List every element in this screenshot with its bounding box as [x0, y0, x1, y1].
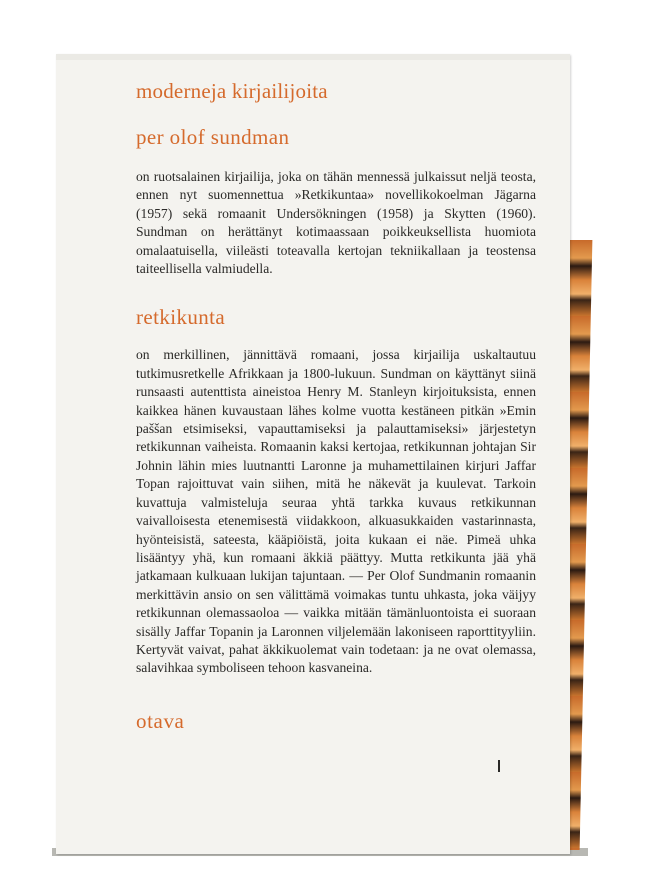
author-name: per olof sundman — [136, 125, 290, 149]
jacket-top-edge — [56, 54, 570, 60]
jacket-text — [136, 74, 536, 738]
book-description: on merkillinen, jännittävä romaani, jossa kirjailija uskaltautuu tutkimusretkelle Afrikkaan ja 1800-lukuun. Sundman on käyttänyt siinä runsaasti autenttista aineistoa Henry M. Stanleyn kirjoituksista, ennen kaikkea hänen kuvaustaan lähes kolme vuotta kestäneen pitkän »Emin paššan etsimiseksi, vapauttamiseksi ja palauttamiseksi» järjestetyn retkikunnan vaiheista. Romaanin kaksi kertojaa, retkikunnan johtajan Sir Johnin lähin mies luutnantti Laronne ja muhamettilainen kirjuri Jaffar Topan rajoittuvat vain siihen, mitä he näkevät ja kuulevat. Tarkoin kuvattuja valmisteluja seuraa yhtä tarkka kuvaus retkikunnan vaivalloisesta etenemisestä viidakkoon, alkuasukkaiden vastarinnasta, hyönteisistä, sateesta, kääpiöistä, joita kukaan ei näe. Pimeä uhka lisääntyy yhä, kun romaani äkkiä päättyy. Mutta retkikunta jää yhä jatkamaan kulkuaan lukijan tajuntaan. — Per Olof Sundmanin romaanin merkittävin ansio on sen välittämä voimakas tuntu uhkasta, joka väijyy retkikunnan olemassaoloa — vaikka mitään tämänluontoista ei suoraan sisälly Jaffar Topanin ja Laronnen viljelemään lakoniseen raporttityyliin. Kertyvät vaivat, pahat äkkikuolemat vain todetaan: ja ne ovat olemassa, salavihkaa symboliseen tehoon kasvaneina. — [136, 347, 536, 676]
book-title: retkikunta — [136, 305, 226, 330]
barcode-mark — [498, 760, 500, 772]
publisher-name: otava — [136, 708, 185, 733]
author-bio: on ruotsalainen kirjailija, joka on tähän mennessä julkaissut neljä teosta, ennen nyt suomennettua »Retkikuntaa» novellikokoelman Jägarna (1957) sekä romaanit Undersökningen (1958) ja Skytten (1960). Sundman on herättänyt kotimaassaan poikkeuksellista huomiota omalaatuisella, viileästi toteavalla kertojan tekniikallaan ja teostensa taiteellisella valmiudella. — [136, 169, 536, 277]
series-title: moderneja kirjailijoita — [136, 79, 328, 103]
